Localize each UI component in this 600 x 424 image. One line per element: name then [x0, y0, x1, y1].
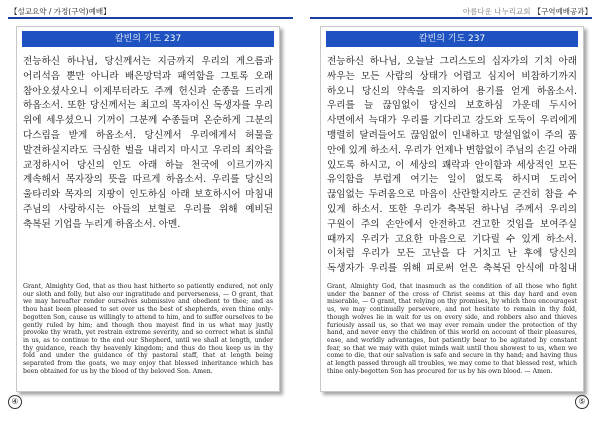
right-prayer-title: 칼빈의 기도 237 [326, 31, 578, 47]
right-prayer-card [320, 26, 584, 392]
left-english-prayer: Grant, Almighty God, that as thou hast hitherto so patiently endured, not only our sloth and folly, but also our ingratitude and perverseness, — O grant, that we may hereafter render ourselves submissive and obedient to thee; and as thou hast been pleased to set over us the best of shepherds, even thine only-begotten Son, cause us willingly to attend to him, and to suffer ourselves to be gently ruled by him; and though thou mayest find in us what may justly provoke thy wrath, yet restrain extreme severity, and so correct what is sinful in us, as to continue to the end our Shepherd, until we shall at length, under thy guidance, reach thy heavenly kingdom; and thus do thou keep us in thy fold and under the guidance of thy pastoral staff, that at length being separated from the goats, we may enjoy that blessed inheritance which has been obtained for us by the blood of thy beloved Son. Amen. [23, 283, 273, 375]
left-header-rule [8, 17, 293, 19]
right-header-rule [310, 17, 592, 19]
left-header [10, 6, 111, 17]
right-english-prayer: Grant, Almighty God, that inasmuch as the condition of all those who fight under the banner of the cross of Christ seems at this day hard and even miserable, — O grant, that relying on thy promises, by which thou encouragest us, we may continually persevere, and not hesitate to remain in thy fold, though wolves lie in wait for us on every side, and robbers also and thieves furiously assail us, so that we may ever remain under the protection of thy hand, and never envy the children of this world on account of their pleasures, ease, and worldly advantages, but patiently bear to be agitated by constant fear, so that we may with quiet minds wait until thou showest to us, when we come to die, that our salvation is safe and secure in thy hand; and having thus at length passed through all troubles, we may come to that blessed rest, which thine only-begotten Son has procured for us by his own blood. — Amen. [327, 283, 577, 375]
right-korean-prayer: 전능하신 하나님, 오늘날 그리스도의 십자가의 기치 아래 싸우는 모든 사람의 상태가 어렵고 심지어 비참하기까지 하오니 당신의 약속을 의지하여 용기를 얻게 하옵소서. 우리를 늘 끊임없이 당신의 보호하심 가운데 두시어 사면에서 늑대가 우리를 기다리고 강도와 도둑이 우리에게 맹렬히 달려들어도 끊임없이 인내하고 망설임없이 주의 품 안에 있게 하소서. 우리가 언제나 변함없이 주님의 손길 아래 있도록 하시고, 이 세상의 쾌락과 안이함과 세상적인 모든 유익함을 부럽게 여기는 일이 없도록 하시며 도리어 끊임없는 두려움으로 마음이 산란할지라도 굳건히 참을 수 있게 하소서. 또한 우리가 축복된 하나님 주께서 우리의 구원이 주의 손안에서 안전하고 견고한 것임을 보여주실 때까지 우리가 고요한 마음으로 기다릴 수 있게 하소서. 이처럼 우리가 모든 고난을 다 거치고 난 후에 당신의 독생자가 우리를 위해 피로써 얻은 축복된 안식에 마침내 [327, 56, 577, 275]
right-header [463, 6, 592, 17]
right-header-text: 【구역예배공과】 [533, 7, 592, 16]
left-korean-prayer: 전능하신 하나님, 당신께서는 지금까지 우리의 게으름과 어리석음 뿐만 아니라 배은망덕과 패역함을 그토록 오래 참아오셨사오니 이제부터라도 주께 헌신과 순종을 드리게 하옵소서. 또한 당신께서는 최고의 목자이신 독생자를 우리 위에 세우셨으니 기꺼이 그분께 수종들며 온순하게 그분의 다스림을 받게 하옵소서. 당신께서 우리에게서 허물을 발견하실지라도 극심한 벌을 내리지 마시고 우리의 죄악을 교정하시어 당신의 인도 아래 하늘 천국에 이르기까지 계속해서 목자장의 뜻을 따르게 하옵소서. 우리를 당신의 울타리와 목자의 지팡이 인도하심 아래 보호하시어 마침내 주님의 사랑하시는 아들의 보혈로 우리를 위해 예비된 축복된 기업을 누리게 하옵소서. 아멘. [23, 56, 273, 230]
left-header-text: 【설교요약 / 가정(구역)예배】 [10, 7, 111, 16]
left-prayer-title: 칼빈의 기도 237 [22, 31, 274, 47]
right-page [300, 0, 600, 424]
right-header-church: 아름다운 나누리교회 [462, 7, 531, 16]
left-page-number: ④ [8, 395, 22, 409]
right-page-number: ⑤ [575, 395, 589, 409]
left-prayer-card [16, 26, 280, 392]
